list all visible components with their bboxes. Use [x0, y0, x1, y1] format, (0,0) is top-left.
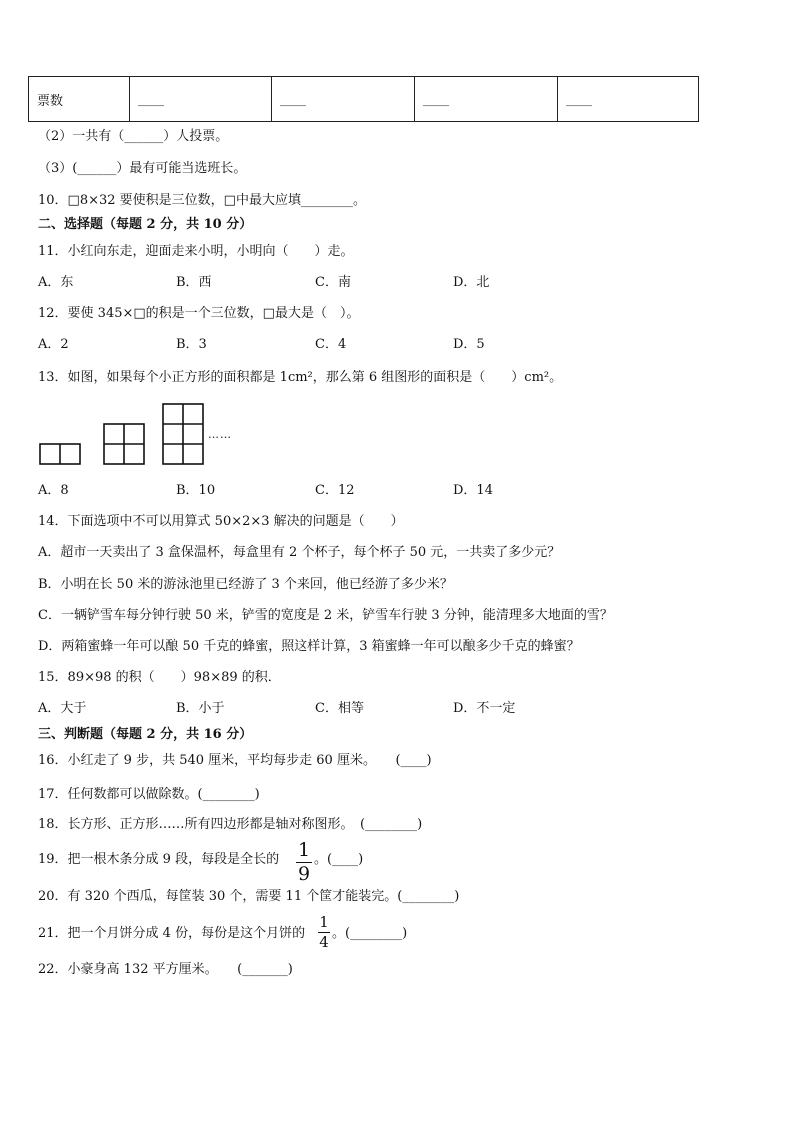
- option: C．4: [315, 337, 347, 352]
- question-19-tail: 。(____): [314, 852, 364, 867]
- blank-line: ____: [566, 91, 592, 107]
- question-17: 17．任何数都可以做除数。(________): [38, 787, 260, 802]
- vote-table: [28, 76, 699, 122]
- question-22: 22．小豪身高 132 平方厘米。 (_______): [38, 962, 293, 977]
- option: C．一辆铲雪车每分钟行驶 50 米，铲雪的宽度是 2 米，铲雪车行驶 3 分钟，能清理多大地面的雪？: [38, 608, 613, 623]
- question-11: 11．小红向东走，迎面走来小明，小明向（ ）走。: [38, 244, 354, 259]
- question-14: 14．下面选项中不可以用算式 50×2×3 解决的问题是（ ）: [38, 514, 404, 529]
- question-20: 20．有 320 个西瓜，每筐装 30 个，需要 11 个筐才能装完。(________): [38, 889, 460, 904]
- option: C．南: [315, 275, 351, 290]
- question-21: [38, 925, 305, 943]
- question-9-3: （3）(______）最有可能当选班长。: [38, 161, 247, 176]
- blank-line: ____: [280, 91, 306, 107]
- option: D．14: [453, 483, 493, 498]
- blank-line: ____: [138, 91, 164, 107]
- question-21-text: 21．把一个月饼分成 4 份，每份是这个月饼的: [38, 926, 306, 941]
- figure-group-3: [163, 404, 203, 464]
- question-18: 18．长方形、正方形……所有四边形都是轴对称图形。 (________): [38, 817, 423, 832]
- option: C．12: [315, 483, 355, 498]
- option: A．大于: [38, 701, 87, 716]
- question-15: 15．89×98 的积（ ）98×89 的积．: [38, 670, 281, 685]
- figure-group-1: [40, 444, 80, 464]
- table-blank-cell: [558, 77, 699, 122]
- question-19-text: 19．把一根木条分成 9 段，每段是全长的: [38, 852, 280, 867]
- square-pattern-figure: [36, 400, 236, 468]
- question-12: 12．要使 345×□的积是一个三位数，□最大是（ ）。: [38, 306, 360, 321]
- table-label-cell: 票数: [29, 77, 130, 122]
- question-16: 16．小红走了 9 步，共 540 厘米，平均每步走 60 厘米。 (____): [38, 753, 432, 768]
- figure-group-2: [104, 424, 144, 464]
- option: B．10: [176, 483, 216, 498]
- option: B．西: [176, 275, 212, 290]
- fraction-denominator: 9: [297, 863, 311, 885]
- section-3-heading: 三、判断题（每题 2 分，共 16 分）: [38, 727, 253, 742]
- question-9-2: （2）一共有（______）人投票。: [38, 129, 229, 144]
- option: D．不一定: [453, 701, 516, 716]
- table-blank-cell: [272, 77, 415, 122]
- fraction-one-ninth: [296, 841, 312, 884]
- question-19: [38, 851, 279, 869]
- table-row: [29, 77, 699, 122]
- fraction-denominator: 4: [319, 933, 329, 951]
- section-2-heading: 二、选择题（每题 2 分，共 10 分）: [38, 217, 253, 232]
- table-blank-cell: [415, 77, 558, 122]
- question-13: 13．如图，如果每个小正方形的面积都是 1cm²，那么第 6 组图形的面积是（ ）cm²。: [38, 370, 563, 385]
- blank-line: ____: [423, 91, 449, 107]
- question-10: 10．□8×32 要使积是三位数，□中最大应填________。: [38, 193, 366, 208]
- option: B．小明在长 50 米的游泳池里已经游了 3 个来回，他已经游了多少米？: [38, 577, 453, 592]
- option: D．5: [453, 337, 485, 352]
- option: A．8: [38, 483, 69, 498]
- fraction-numerator: 1: [297, 839, 311, 861]
- fraction-one-quarter: [318, 915, 330, 950]
- option: C．相等: [315, 701, 364, 716]
- option: A．2: [38, 337, 69, 352]
- fraction-numerator: 1: [319, 913, 329, 931]
- option: A．东: [38, 275, 74, 290]
- figure-ellipsis: ……: [208, 428, 232, 441]
- question-21-tail: 。(________): [332, 926, 408, 941]
- option: D．北: [453, 275, 490, 290]
- option: A．超市一天卖出了 3 盒保温杯，每盒里有 2 个杯子，每个杯子 50 元，一共卖了多少元？: [38, 545, 561, 560]
- option: B．3: [176, 337, 207, 352]
- table-blank-cell: [130, 77, 272, 122]
- option: D．两箱蜜蜂一年可以酿 50 千克的蜂蜜，照这样计算，3 箱蜜蜂一年可以酿多少千克的蜂蜜？: [38, 639, 580, 654]
- option: B．小于: [176, 701, 225, 716]
